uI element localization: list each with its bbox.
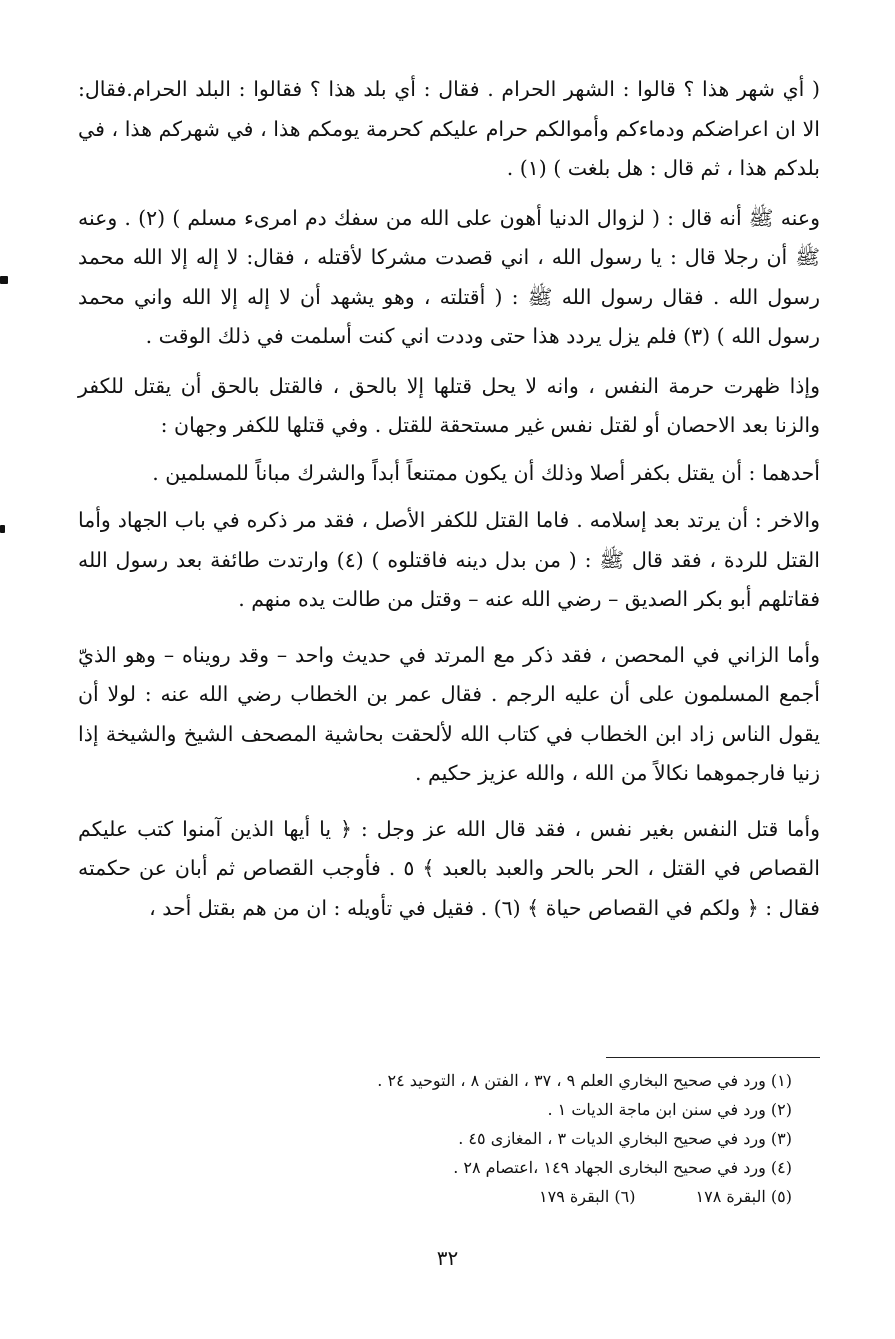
- paragraph-6: وأما الزاني في المحصن ، فقد ذكر مع المرتد في حديث واحد – وقد رويناه – وهو الذيّ أجمع المسلمون على أن عليه الرجم . فقال عمر بن الخطاب رضي الله عنه : لولا أن يقول الناس زاد ابن الخطاب في كتاب الله لألحقت بحاشية المصحف الشيخ والشيخة إذا زنيا فارجموهما نكالاً من الله ، والله عزيز حكيم .: [78, 642, 820, 785]
- footnote-6: (٦) البقرة ١٧٩: [539, 1187, 636, 1206]
- footnote-4: (٤) ورد في صحيح البخارى الجهاد ١٤٩ ،اعتصام ٢٨ .: [453, 1158, 792, 1177]
- paragraph-3: وإذا ظهرت حرمة النفس ، وانه لا يحل قتلها إلا بالحق ، فالقتل بالحق أن يقتل للكفر والزنا بعد الاحصان أو لقتل نفس غير مستحقة للقتل . وفي قتلها للكفر وجهان :: [78, 373, 820, 437]
- paragraph-1: ( أي شهر هذا ؟ قالوا : الشهر الحرام . فقال : أي بلد هذا ؟ فقالوا : البلد الحرام.فقال: الا ان اعراضكم ودماءكم وأموالكم حرام عليكم كحرمة يومكم هذا ، في شهركم هذا ، في بلدكم هذا ، ثم قال : هل بلغت ) (١) .: [78, 77, 820, 180]
- scan-edge-mark: [0, 525, 5, 533]
- footnote-1: (١) ورد في صحيح البخاري العلم ٩ ، ٣٧ ، الفتن ٨ ، التوحيد ٢٤ .: [377, 1071, 792, 1090]
- page-number: ٣٢: [436, 1246, 459, 1270]
- footnote-5: (٥) البقرة ١٧٨: [695, 1187, 792, 1206]
- paragraph-5: والاخر : أن يرتد بعد إسلامه . فاما القتل للكفر الأصل ، فقد مر ذكره في باب الجهاد وأما القتل للردة ، فقد قال ﷺ : ( من بدل دينه فاقتلوه ) (٤) وارتدت طائفة بعد رسول الله فقاتلهم أبو بكر الصديق – رضي الله عنه – وقتل من طالت يده منهم .: [78, 508, 820, 611]
- paragraph-2: وعنه ﷺ أنه قال : ( لزوال الدنيا أهون على الله من سفك دم امرىء مسلم ) (٢) . وعنه ﷺ أن رجلا قال : يا رسول الله ، اني قصدت مشركا لأقتله ، فقال: لا إله إلا الله محمد رسول الله . فقال رسول الله ﷺ : ( أقتلته ، وهو يشهد أن لا إله إلا الله واني محمد رسول الله ) (٣) فلم يزل يردد هذا حتى وددت اني كنت أسلمت في ذلك الوقت .: [78, 205, 820, 348]
- footnote-2: (٢) ورد في سنن ابن ماجة الديات ١ .: [547, 1100, 792, 1119]
- footnote-3: (٣) ورد في صحيح البخاري الديات ٣ ، المغازى ٤٥ .: [458, 1129, 792, 1148]
- page-body-text: [78, 70, 820, 936]
- scan-edge-mark: [0, 276, 8, 284]
- footnote-divider: [606, 1057, 820, 1058]
- footnote-row-5-6: [260, 1182, 792, 1211]
- paragraph-7: وأما قتل النفس بغير نفس ، فقد قال الله عز وجل : ﴿ يا أيها الذين آمنوا كتب عليكم القصاص في القتل ، الحر بالحر والعبد بالعبد ﴾ ٥ . فأوجب القصاص ثم أبان عن حكمته فقال : ﴿ ولكم في القصاص حياة ﴾ (٦) . فقيل في تأويله : ان من هم بقتل أحد ،: [78, 816, 820, 920]
- footnotes: [260, 1066, 792, 1211]
- paragraph-4: أحدهما : أن يقتل بكفر أصلا وذلك أن يكون ممتنعاً أبداً والشرك مباناً للمسلمين .: [152, 460, 820, 485]
